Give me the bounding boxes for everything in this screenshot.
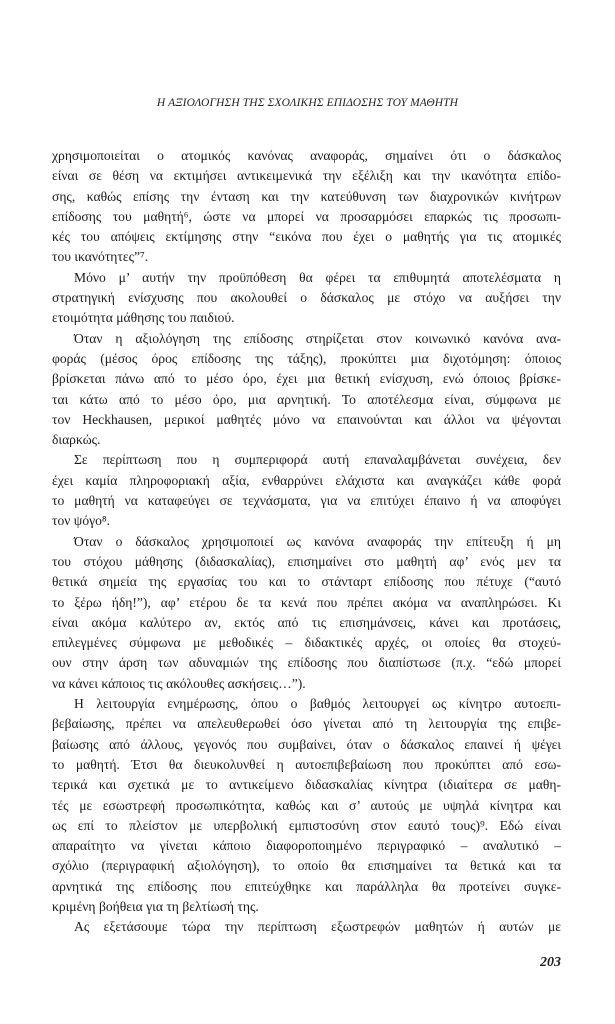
text-line: στρατηγική ενίσχυσης που ακολουθεί ο δάσκαλος με στόχο να αυξήσει την (52, 290, 561, 306)
text-line: ετοιμότητα μάθησης του παιδιού. (52, 310, 235, 326)
text-line: κριμένη βοήθεια για τη βελτίωσή της. (52, 898, 259, 914)
text-line: έχει καμία πληροφοριακή αξία, ενθαρρύνει ελάχιστα και αναγκάζει κάθε φορά (52, 472, 561, 488)
text-line: τον Heckhausen, μερικοί μαθητές μόνο να επαινούνται και άλλοι να ψέγονται (52, 411, 561, 427)
text-line: Μόνο μ’ αυτήν την προϋπόθεση θα φέρει τα επιθυμητά αποτελέσματα η (74, 269, 561, 285)
running-header: Η ΑΞΙΟΛΟΓΗΣΗ ΤΗΣ ΣΧΟΛΙΚΗΣ ΕΠΙΔΟΣΗΣ ΤΟΥ ΜΑΘΗΤΗ (156, 97, 459, 109)
text-line: ουν στην άρση των αδυναμιών της επίδοσης που διαπίστωσε (π.χ. “εδώ μπορεί (52, 655, 561, 671)
text-line: επιλεγμένες σύμφωνα με μεθοδικές – διδακτικές αρχές, οι οποίες θα στοχεύ- (52, 635, 561, 651)
text-line: ως επί το πλείστον με υπερβολική εμπιστοσύνη στον εαυτό τους)⁹. Εδώ είναι (52, 817, 561, 833)
text-line: Όταν ο δάσκαλος χρησιμοποιεί ως κανόνα αναφοράς την επίτευξη ή μη (74, 533, 561, 549)
text-line: βρίσκεται πάνω από το μέσο όρο, έχει μια θετική ενίσχυση, ενώ όποιος βρίσκε- (52, 371, 561, 387)
text-line: σης, καθώς επίσης την ένταση και την κατεύθυνση των διαχρονικών κινήτρων (52, 188, 561, 204)
text-line: βαίωσης από άλλους, γεγονός που συμβαίνει, όταν ο δάσκαλος επαινεί ή ψέγει (52, 736, 561, 752)
text-line: επίδοσης του μαθητή⁶, ώστε να μπορεί να προσαρμόσει επαρκώς τις προσωπι- (52, 208, 561, 224)
text-line: είναι σε θέση να εκτιμήσει αντικειμενικά την εξέλιξη και την ικανότητα επίδο- (52, 168, 561, 184)
text-line: το ξέρω ήδη!”), αφ’ ετέρου δε τα κενά που πρέπει ακόμα να αναπληρώσει. Κι (52, 594, 561, 610)
text-line: να κάνει κάποιος τις ακόλουθες ασκήσεις…”). (52, 675, 306, 691)
text-line: διαρκώς. (52, 432, 101, 448)
text-line: Η λειτουργία ενημέρωσης, όπου ο βαθμός λειτουργεί ως κίνητρο αυτοεπι- (74, 696, 561, 712)
text-line: τον ψόγο⁸. (52, 513, 111, 529)
text-line: τερικά και σχετικά με το αντικείμενο διδασκαλίας κίνητρα (ιδιαίτερα σε μαθη- (52, 777, 561, 793)
page-number: 203 (540, 955, 561, 970)
text-line: είναι ακόμα καλύτερο αν, εκτός από τις επισημάνσεις, κάνει και προτάσεις, (52, 614, 561, 630)
text-line: Όταν η αξιολόγηση της επίδοσης στηρίζεται στον κοινωνικό κανόνα ανα- (74, 330, 561, 346)
body-text (52, 146, 561, 938)
text-line: Σε περίπτωση που η συμπεριφορά αυτή επαναλαμβάνεται συνέχεια, δεν (74, 452, 561, 468)
text-line: του στόχου μάθησης (διδασκαλίας), επισημαίνει στο μαθητή αφ’ ενός μεν τα (52, 553, 561, 569)
text-line: βεβαίωσης, πρέπει να απελευθερωθεί όσο γίνεται από τη λειτουργία της επιβε- (52, 716, 561, 732)
text-line: Ας εξετάσουμε τώρα την περίπτωση εξωστρεφών μαθητών ή αυτών με (74, 919, 561, 935)
text-line: ται κάτω από το μέσο όρο, μια αρνητική. Το αποτέλεσμα είναι, σύμφωνα με (52, 391, 561, 407)
text-line: θετικά σημεία της εργασίας του και το στάνταρτ επίδοσης που πέτυχε (“αυτό (52, 574, 561, 590)
text-line: φοράς (μέσος όρος επίδοσης της τάξης), προκύπτει μια διχοτόμηση: όποιος (52, 350, 561, 366)
text-line: απαραίτητο να γίνεται κάποιο διαφοροποιημένο περιγραφικό – αναλυτικό – (52, 838, 561, 854)
text-line: κές του απόψεις εκτίμησης στην “εικόνα που έχει ο μαθητής για τις ατομικές (52, 229, 561, 245)
text-line: χρησιμοποιείται ο ατομικός κανόνας αναφοράς, σημαίνει ότι ο δάσκαλος (52, 148, 561, 163)
text-line: το μαθητή να καταφεύγει σε τεχνάσματα, για να επιτύχει έπαινο ή να αποφύγει (52, 493, 561, 509)
text-line: σχόλιο (περιγραφική αξιολόγηση), το οποίο θα επισημαίνει τα θετικά και τα (52, 858, 561, 874)
text-line: τές με εσωστρεφή προσωπικότητα, καθώς και σ’ αυτούς με υψηλά κίνητρα και (52, 797, 561, 813)
text-line: το μαθητή. Έτσι θα διευκολυνθεί η αυτοεπιβεβαίωση που προκύπτει από εσω- (52, 756, 561, 772)
text-line: του ικανότητες”⁷. (52, 249, 149, 265)
text-line: αρνητικά της επίδοσης που επιτεύχθηκε και παράλληλα θα προτείνει συγκε- (52, 878, 561, 894)
